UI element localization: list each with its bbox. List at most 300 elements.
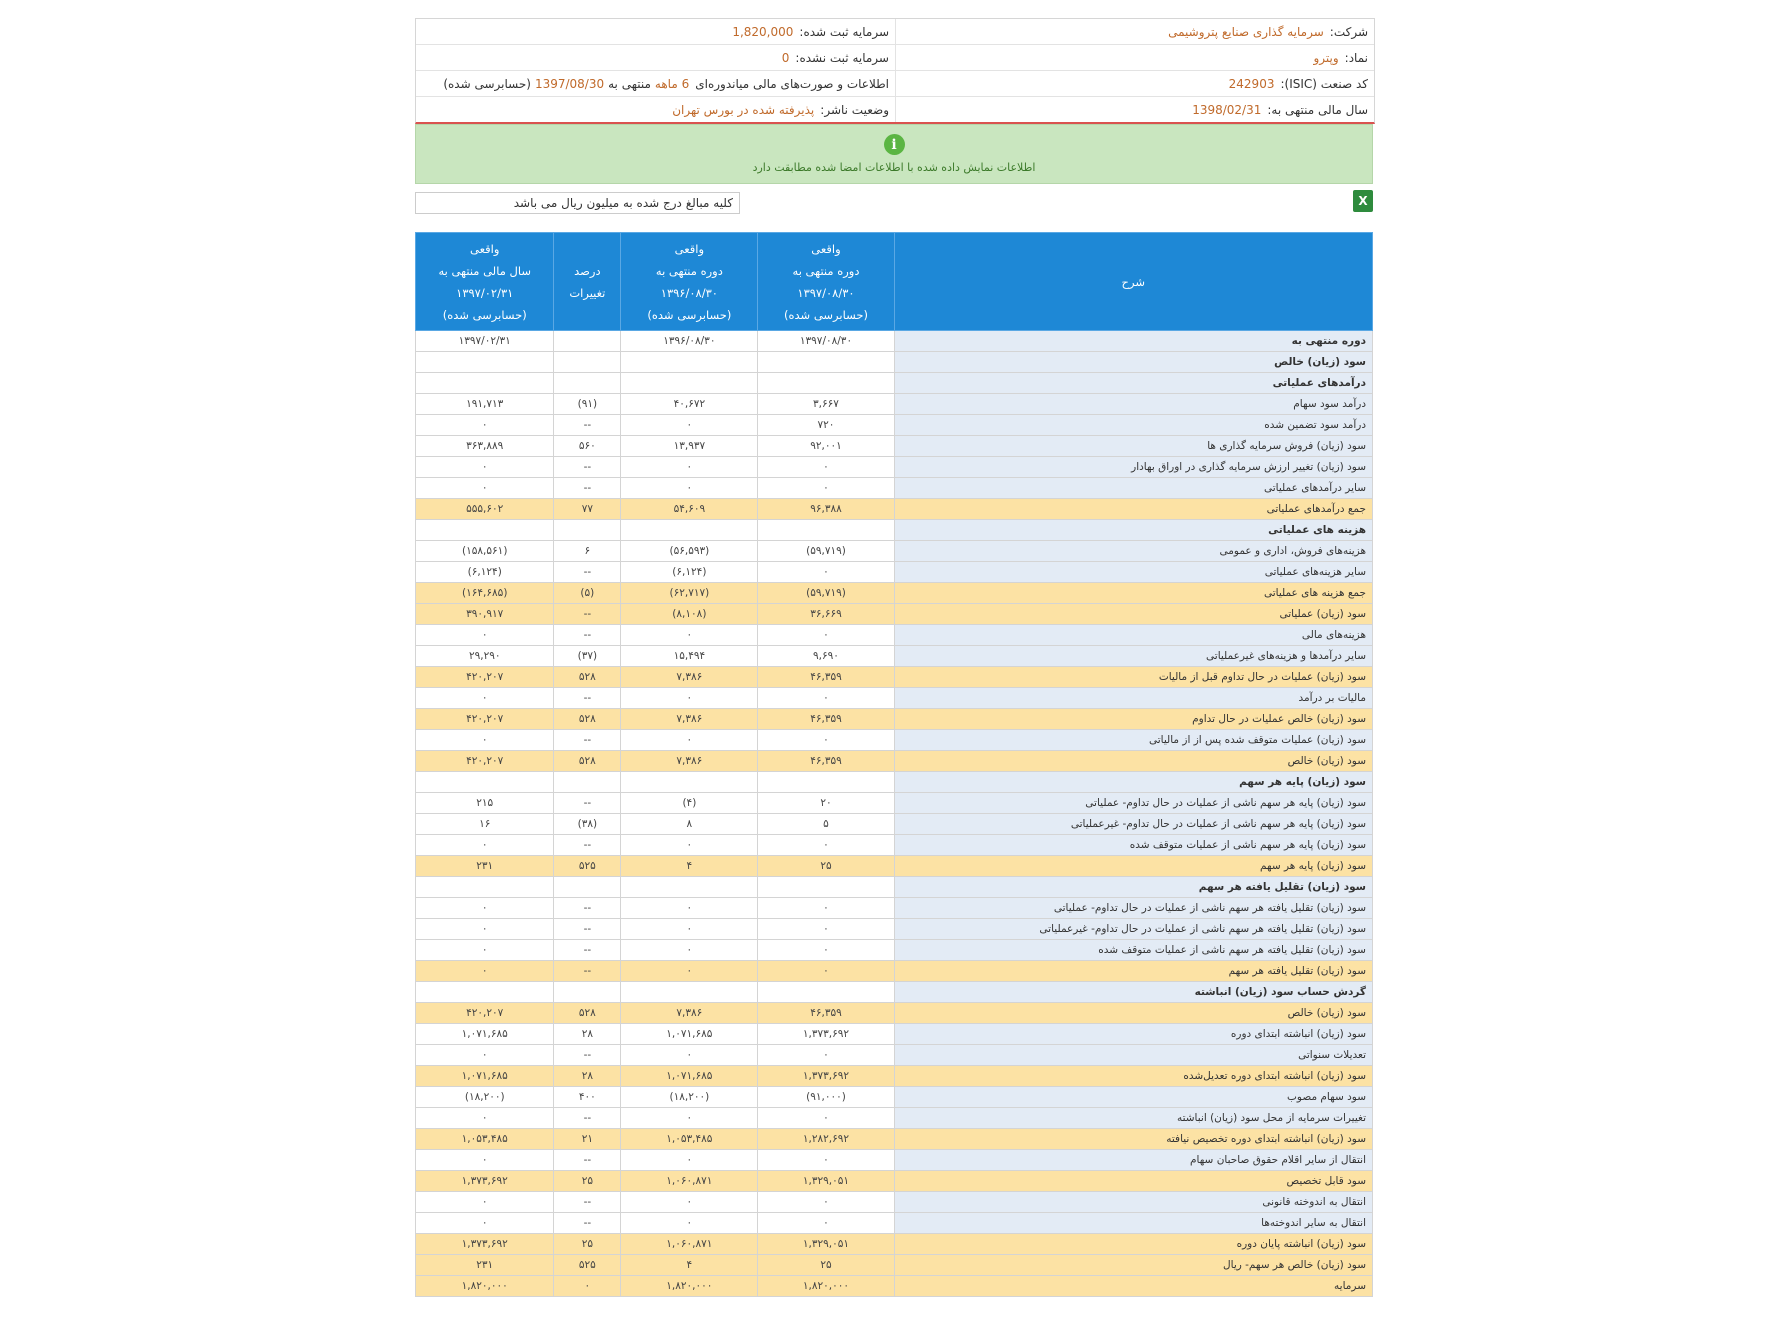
table-row xyxy=(416,961,1373,982)
row-value-col4 xyxy=(416,982,554,1003)
capital-registered-value: 1,820,000 xyxy=(732,24,794,39)
table-row xyxy=(416,1234,1373,1255)
row-description: سود قابل تخصیص xyxy=(894,1171,1373,1192)
row-value-col4 xyxy=(416,772,554,793)
row-description: جمع درآمدهای عملیاتی xyxy=(894,499,1373,520)
row-value-col1: ۰ xyxy=(758,1108,894,1129)
row-value-col4 xyxy=(416,352,554,373)
row-value-col1: ۹,۶۹۰ xyxy=(758,646,894,667)
table-row xyxy=(416,919,1373,940)
row-value-col4: ۰ xyxy=(416,835,554,856)
row-value-col1: (۹۱,۰۰۰) xyxy=(758,1087,894,1108)
row-description: تعدیلات سنواتی xyxy=(894,1045,1373,1066)
row-value-col2: ۰ xyxy=(621,898,758,919)
row-value-col4: ۰ xyxy=(416,940,554,961)
row-value-col4: ۳۶۳,۸۸۹ xyxy=(416,436,554,457)
table-row xyxy=(416,415,1373,436)
row-value-col2: ۰ xyxy=(621,478,758,499)
row-description: تغییرات سرمایه از محل سود (زیان) انباشته xyxy=(894,1108,1373,1129)
unit-note: کلیه مبالغ درج شده به میلیون ریال می باشد xyxy=(415,192,740,214)
row-description: سود (زیان) تقلیل یافته هر سهم ناشی از عملیات در حال تداوم- غیرعملیاتی xyxy=(894,919,1373,940)
row-percent-change xyxy=(554,520,621,541)
row-description: سود (زیان) انباشته ابتدای دوره تخصیص نیافته xyxy=(894,1129,1373,1150)
row-value-col1: ۰ xyxy=(758,457,894,478)
row-value-col2: ۱۳,۹۳۷ xyxy=(621,436,758,457)
row-value-col4: ۴۲۰,۲۰۷ xyxy=(416,667,554,688)
row-percent-change: ۲۸ xyxy=(554,1066,621,1087)
row-percent-change: ۵۲۵ xyxy=(554,856,621,877)
row-value-col1: ۰ xyxy=(758,940,894,961)
row-value-col4 xyxy=(416,520,554,541)
table-row xyxy=(416,730,1373,751)
row-description: سود (زیان) پایه هر سهم ناشی از عملیات در حال تداوم- عملیاتی xyxy=(894,793,1373,814)
row-description: انتقال به اندوخته قانونی xyxy=(894,1192,1373,1213)
row-value-col2: ۷,۳۸۶ xyxy=(621,751,758,772)
row-value-col2: (۴) xyxy=(621,793,758,814)
header-col2[interactable] xyxy=(621,233,758,331)
table-row xyxy=(416,499,1373,520)
row-value-col1: ۰ xyxy=(758,1045,894,1066)
row-description: سایر درآمدهای عملیاتی xyxy=(894,478,1373,499)
row-value-col1: (۵۹,۷۱۹) xyxy=(758,541,894,562)
table-row xyxy=(416,520,1373,541)
row-percent-change: -- xyxy=(554,1045,621,1066)
row-value-col4: ۰ xyxy=(416,898,554,919)
row-value-col4: ۰ xyxy=(416,1192,554,1213)
isic-cell xyxy=(895,71,1374,96)
table-row xyxy=(416,352,1373,373)
row-description: سود (زیان) تقلیل یافته هر سهم xyxy=(894,877,1373,898)
row-value-col2 xyxy=(621,772,758,793)
row-description: درآمد سود سهام xyxy=(894,394,1373,415)
row-value-col1: ۳,۶۶۷ xyxy=(758,394,894,415)
header-col4-line2: سال مالی منتهی به xyxy=(438,263,532,278)
row-value-col4: ۰ xyxy=(416,730,554,751)
row-value-col4: ۱,۰۵۳,۴۸۵ xyxy=(416,1129,554,1150)
row-value-col2: ۷,۳۸۶ xyxy=(621,1003,758,1024)
row-value-col4 xyxy=(416,373,554,394)
row-percent-change: ۲۵ xyxy=(554,1234,621,1255)
table-row xyxy=(416,1045,1373,1066)
row-value-col2: ۷,۳۸۶ xyxy=(621,667,758,688)
row-percent-change: -- xyxy=(554,898,621,919)
row-value-col2: ۸ xyxy=(621,814,758,835)
row-percent-change: -- xyxy=(554,1192,621,1213)
header-col4-line3: ۱۳۹۷/۰۲/۳۱ xyxy=(456,285,514,300)
header-col2-line1: واقعی xyxy=(674,241,705,256)
row-value-col4: ۰ xyxy=(416,919,554,940)
row-value-col4: ۴۲۰,۲۰۷ xyxy=(416,709,554,730)
row-percent-change: -- xyxy=(554,562,621,583)
row-description: سود (زیان) پایه هر سهم xyxy=(894,856,1373,877)
table-row xyxy=(416,457,1373,478)
row-value-col4: ۱,۰۷۱,۶۸۵ xyxy=(416,1066,554,1087)
table-row xyxy=(416,877,1373,898)
row-description: سود سهام مصوب xyxy=(894,1087,1373,1108)
row-description: سرمایه xyxy=(894,1276,1373,1297)
row-percent-change xyxy=(554,352,621,373)
row-value-col2 xyxy=(621,520,758,541)
row-value-col2: ۴۰,۶۷۲ xyxy=(621,394,758,415)
toolbar xyxy=(415,184,1373,232)
row-description: سود (زیان) تقلیل یافته هر سهم ناشی از عملیات متوقف شده xyxy=(894,940,1373,961)
row-description: سود (زیان) عملیاتی xyxy=(894,604,1373,625)
row-percent-change: ۴۰۰ xyxy=(554,1087,621,1108)
row-value-col4: (۶,۱۲۴) xyxy=(416,562,554,583)
statement-prefix: اطلاعات و صورت‌های مالی میاندوره‌ای xyxy=(695,76,889,91)
table-row xyxy=(416,793,1373,814)
header-percent-change[interactable] xyxy=(554,233,621,331)
row-value-col1 xyxy=(758,373,894,394)
row-description: هزینه های عملیاتی xyxy=(894,520,1373,541)
header-col2-line3: ۱۳۹۶/۰۸/۳۰ xyxy=(660,285,718,300)
row-description: دوره منتهی به xyxy=(894,331,1373,352)
table-row xyxy=(416,436,1373,457)
row-value-col1: ۴۶,۳۵۹ xyxy=(758,667,894,688)
header-col4[interactable] xyxy=(416,233,554,331)
row-value-col1: ۲۵ xyxy=(758,856,894,877)
row-value-col1 xyxy=(758,982,894,1003)
row-percent-change: ۰ xyxy=(554,1276,621,1297)
row-description: مالیات بر درآمد xyxy=(894,688,1373,709)
row-value-col2: ۵۴,۶۰۹ xyxy=(621,499,758,520)
row-value-col4: ۰ xyxy=(416,457,554,478)
row-percent-change: ۲۵ xyxy=(554,1171,621,1192)
table-body xyxy=(416,331,1373,1297)
row-value-col1: ۰ xyxy=(758,1192,894,1213)
row-value-col1: ۵ xyxy=(758,814,894,835)
row-percent-change xyxy=(554,373,621,394)
table-row xyxy=(416,688,1373,709)
row-value-col2: ۰ xyxy=(621,1150,758,1171)
row-value-col1: ۰ xyxy=(758,562,894,583)
symbol-label: نماد: xyxy=(1344,50,1368,65)
row-percent-change: -- xyxy=(554,730,621,751)
row-percent-change: ۵۲۵ xyxy=(554,1255,621,1276)
row-percent-change: ۵۲۸ xyxy=(554,667,621,688)
row-value-col2: (۶۲,۷۱۷) xyxy=(621,583,758,604)
table-row xyxy=(416,667,1373,688)
company-label: شرکت: xyxy=(1329,24,1368,39)
row-value-col2: ۴ xyxy=(621,856,758,877)
statement-date: 1397/08/30 xyxy=(534,76,605,91)
row-percent-change: -- xyxy=(554,940,621,961)
row-percent-change: -- xyxy=(554,604,621,625)
row-description: درآمد سود تضمین شده xyxy=(894,415,1373,436)
row-value-col2: ۱,۰۷۱,۶۸۵ xyxy=(621,1024,758,1045)
row-value-col4: ۲۹,۲۹۰ xyxy=(416,646,554,667)
header-col1-line2: دوره منتهی به xyxy=(792,263,860,278)
row-value-col2: ۱,۰۶۰,۸۷۱ xyxy=(621,1171,758,1192)
row-description: سود (زیان) عملیات متوقف شده پس از از مالیاتی xyxy=(894,730,1373,751)
row-value-col1: ۲۰ xyxy=(758,793,894,814)
row-value-col2: ۱,۰۵۳,۴۸۵ xyxy=(621,1129,758,1150)
row-value-col2: ۷,۳۸۶ xyxy=(621,709,758,730)
symbol-cell xyxy=(895,45,1374,70)
row-value-col1: ۴۶,۳۵۹ xyxy=(758,751,894,772)
row-value-col2: ۱۵,۴۹۴ xyxy=(621,646,758,667)
row-value-col1: ۳۶,۶۶۹ xyxy=(758,604,894,625)
notice-message: اطلاعات نمایش داده شده با اطلاعات امضا شده مطابقت دارد xyxy=(752,161,1036,174)
header-col2-line2: دوره منتهی به xyxy=(655,263,723,278)
row-description: انتقال از سایر اقلام حقوق صاحبان سهام xyxy=(894,1150,1373,1171)
isic-value: 242903 xyxy=(1228,76,1275,91)
row-value-col1: ۰ xyxy=(758,730,894,751)
row-value-col2: ۰ xyxy=(621,625,758,646)
row-value-col2: ۱,۸۲۰,۰۰۰ xyxy=(621,1276,758,1297)
row-value-col2: ۰ xyxy=(621,940,758,961)
row-value-col4: (۱۵۸,۵۶۱) xyxy=(416,541,554,562)
statement-period: 6 ماهه xyxy=(654,76,690,91)
row-value-col2: ۰ xyxy=(621,919,758,940)
header-col1[interactable] xyxy=(758,233,894,331)
table-row xyxy=(416,1276,1373,1297)
row-value-col2: ۰ xyxy=(621,961,758,982)
row-value-col1: ۰ xyxy=(758,898,894,919)
row-value-col1: ۱۳۹۷/۰۸/۳۰ xyxy=(758,331,894,352)
table-header-row xyxy=(416,233,1373,331)
row-value-col4: ۰ xyxy=(416,415,554,436)
row-value-col4: ۱,۳۷۳,۶۹۲ xyxy=(416,1171,554,1192)
row-value-col4: ۲۳۱ xyxy=(416,1255,554,1276)
row-description: سود (زیان) تقلیل یافته هر سهم xyxy=(894,961,1373,982)
row-percent-change xyxy=(554,331,621,352)
symbol-value[interactable]: وپترو xyxy=(1313,50,1339,65)
row-value-col1 xyxy=(758,877,894,898)
row-percent-change: ۲۸ xyxy=(554,1024,621,1045)
row-value-col2 xyxy=(621,877,758,898)
row-value-col4: ۱۹۱,۷۱۳ xyxy=(416,394,554,415)
row-value-col1: ۴۶,۳۵۹ xyxy=(758,1003,894,1024)
row-description: سود (زیان) پایه هر سهم xyxy=(894,772,1373,793)
row-percent-change: ۲۱ xyxy=(554,1129,621,1150)
table-row xyxy=(416,478,1373,499)
fiscal-year-cell xyxy=(895,97,1374,122)
table-row xyxy=(416,1003,1373,1024)
row-value-col2 xyxy=(621,352,758,373)
table-row xyxy=(416,562,1373,583)
row-percent-change: (۳۷) xyxy=(554,646,621,667)
table-row xyxy=(416,751,1373,772)
table-row xyxy=(416,1087,1373,1108)
row-value-col2 xyxy=(621,982,758,1003)
table-row xyxy=(416,1255,1373,1276)
capital-unregistered-label: سرمایه ثبت نشده: xyxy=(795,50,889,65)
row-percent-change: -- xyxy=(554,835,621,856)
row-description: سود (زیان) انباشته ابتدای دوره xyxy=(894,1024,1373,1045)
row-description: سود (زیان) انباشته ابتدای دوره تعدیل‌شده xyxy=(894,1066,1373,1087)
row-value-col1: ۰ xyxy=(758,688,894,709)
company-info-panel xyxy=(415,18,1375,124)
row-value-col1: ۱,۳۷۳,۶۹۲ xyxy=(758,1066,894,1087)
row-description: گردش حساب سود (زیان) انباشته xyxy=(894,982,1373,1003)
capital-registered-cell xyxy=(416,19,895,44)
row-percent-change: -- xyxy=(554,1108,621,1129)
verification-notice xyxy=(415,124,1373,184)
row-value-col4: ۱۳۹۷/۰۲/۳۱ xyxy=(416,331,554,352)
table-row xyxy=(416,604,1373,625)
income-statement-table xyxy=(415,232,1373,1297)
row-description: درآمدهای عملیاتی xyxy=(894,373,1373,394)
row-percent-change: -- xyxy=(554,688,621,709)
table-row xyxy=(416,856,1373,877)
row-value-col2: ۰ xyxy=(621,688,758,709)
row-percent-change: ۷۷ xyxy=(554,499,621,520)
row-description: سود (زیان) عملیات در حال تداوم قبل از مالیات xyxy=(894,667,1373,688)
row-value-col2: ۱۳۹۶/۰۸/۳۰ xyxy=(621,331,758,352)
row-value-col1 xyxy=(758,352,894,373)
table-row xyxy=(416,1066,1373,1087)
page-container xyxy=(415,18,1373,1297)
row-value-col1: ۰ xyxy=(758,1150,894,1171)
row-description: سود (زیان) خالص xyxy=(894,1003,1373,1024)
row-value-col4: ۴۲۰,۲۰۷ xyxy=(416,751,554,772)
table-row xyxy=(416,982,1373,1003)
info-icon: i xyxy=(884,134,905,155)
row-percent-change: -- xyxy=(554,457,621,478)
row-value-col2: ۴ xyxy=(621,1255,758,1276)
row-description: سود (زیان) پایه هر سهم ناشی از عملیات در حال تداوم- غیرعملیاتی xyxy=(894,814,1373,835)
row-percent-change: -- xyxy=(554,793,621,814)
row-value-col4: ۱,۰۷۱,۶۸۵ xyxy=(416,1024,554,1045)
row-percent-change: -- xyxy=(554,1213,621,1234)
row-value-col4: ۰ xyxy=(416,478,554,499)
capital-registered-label: سرمایه ثبت شده: xyxy=(799,24,889,39)
row-value-col4: ۱,۳۷۳,۶۹۲ xyxy=(416,1234,554,1255)
table-row xyxy=(416,541,1373,562)
isic-label: کد صنعت (ISIC): xyxy=(1280,76,1368,91)
row-description: سایر هزینه‌های عملیاتی xyxy=(894,562,1373,583)
row-value-col4: ۵۵۵,۶۰۲ xyxy=(416,499,554,520)
header-col2-line4: (حسابرسی شده) xyxy=(647,307,732,322)
fiscal-year-label: سال مالی منتهی به: xyxy=(1267,102,1368,117)
row-value-col1: ۰ xyxy=(758,961,894,982)
row-percent-change: (۳۸) xyxy=(554,814,621,835)
table-row xyxy=(416,1150,1373,1171)
row-value-col4: ۰ xyxy=(416,1108,554,1129)
row-value-col1 xyxy=(758,520,894,541)
row-value-col1: ۹۲,۰۰۱ xyxy=(758,436,894,457)
row-value-col1: ۱,۸۲۰,۰۰۰ xyxy=(758,1276,894,1297)
row-value-col1: ۱,۳۲۹,۰۵۱ xyxy=(758,1171,894,1192)
table-row xyxy=(416,394,1373,415)
header-col1-line3: ۱۳۹۷/۰۸/۳۰ xyxy=(797,285,855,300)
table-row xyxy=(416,709,1373,730)
row-value-col2: ۰ xyxy=(621,1108,758,1129)
row-percent-change: ۵۲۸ xyxy=(554,709,621,730)
header-col1-line4: (حسابرسی شده) xyxy=(784,307,868,322)
header-description: شرح xyxy=(894,233,1373,331)
table-row xyxy=(416,1213,1373,1234)
row-value-col1: (۵۹,۷۱۹) xyxy=(758,583,894,604)
row-percent-change xyxy=(554,877,621,898)
row-value-col2 xyxy=(621,373,758,394)
row-value-col4: ۳۹۰,۹۱۷ xyxy=(416,604,554,625)
table-row xyxy=(416,940,1373,961)
row-value-col2: ۰ xyxy=(621,1045,758,1066)
table-row xyxy=(416,583,1373,604)
row-value-col1: ۰ xyxy=(758,625,894,646)
excel-icon[interactable]: X xyxy=(1353,190,1373,212)
row-percent-change: (۵) xyxy=(554,583,621,604)
row-percent-change: -- xyxy=(554,961,621,982)
row-percent-change: ۵۶۰ xyxy=(554,436,621,457)
row-value-col1: ۲۵ xyxy=(758,1255,894,1276)
row-value-col1: ۰ xyxy=(758,478,894,499)
row-value-col4: ۰ xyxy=(416,1150,554,1171)
row-value-col1: ۰ xyxy=(758,1213,894,1234)
row-value-col1 xyxy=(758,772,894,793)
row-description: سود (زیان) تغییر ارزش سرمایه گذاری در اوراق بهادار xyxy=(894,457,1373,478)
row-value-col2: ۰ xyxy=(621,415,758,436)
capital-unregistered-cell xyxy=(416,45,895,70)
row-value-col4 xyxy=(416,877,554,898)
row-description: هزینه‌های مالی xyxy=(894,625,1373,646)
table-row xyxy=(416,625,1373,646)
row-value-col1: ۷۲۰ xyxy=(758,415,894,436)
row-value-col4: ۰ xyxy=(416,688,554,709)
status-label: وضعیت ناشر: xyxy=(820,102,889,117)
row-value-col2: (۶,۱۲۴) xyxy=(621,562,758,583)
row-value-col4: (۱۶۴,۶۸۵) xyxy=(416,583,554,604)
row-percent-change xyxy=(554,772,621,793)
row-value-col1: ۱,۳۷۳,۶۹۲ xyxy=(758,1024,894,1045)
row-description: سود (زیان) خالص عملیات در حال تداوم xyxy=(894,709,1373,730)
row-description: هزینه‌های فروش، اداری و عمومی xyxy=(894,541,1373,562)
row-description: انتقال به سایر اندوخته‌ها xyxy=(894,1213,1373,1234)
row-value-col1: ۰ xyxy=(758,835,894,856)
header-pct-line1: درصد xyxy=(574,263,601,278)
table-row xyxy=(416,1192,1373,1213)
row-percent-change: -- xyxy=(554,625,621,646)
row-description: سایر درآمدها و هزینه‌های غیرعملیاتی xyxy=(894,646,1373,667)
row-percent-change: -- xyxy=(554,415,621,436)
row-value-col1: ۴۶,۳۵۹ xyxy=(758,709,894,730)
header-col4-line1: واقعی xyxy=(470,241,500,256)
row-value-col4: (۱۸,۲۰۰) xyxy=(416,1087,554,1108)
row-value-col1: ۹۶,۳۸۸ xyxy=(758,499,894,520)
row-value-col4: ۰ xyxy=(416,1045,554,1066)
row-description: سود (زیان) فروش سرمایه گذاری ها xyxy=(894,436,1373,457)
row-percent-change: -- xyxy=(554,1150,621,1171)
row-value-col4: ۱,۸۲۰,۰۰۰ xyxy=(416,1276,554,1297)
row-value-col2: ۰ xyxy=(621,835,758,856)
row-percent-change: ۵۲۸ xyxy=(554,1003,621,1024)
row-value-col2: ۰ xyxy=(621,1192,758,1213)
table-row xyxy=(416,898,1373,919)
table-row xyxy=(416,1129,1373,1150)
header-col4-line4: (حسابرسی شده) xyxy=(442,307,527,322)
table-row xyxy=(416,835,1373,856)
status-cell xyxy=(416,97,895,122)
table-row xyxy=(416,331,1373,352)
row-description: سود (زیان) پایه هر سهم ناشی از عملیات متوقف شده xyxy=(894,835,1373,856)
company-name[interactable]: سرمایه گذاری صنایع پتروشیمی xyxy=(1168,24,1324,39)
table-row xyxy=(416,1108,1373,1129)
row-description: سود (زیان) انباشته پایان دوره xyxy=(894,1234,1373,1255)
row-percent-change: ۶ xyxy=(554,541,621,562)
row-value-col4: ۴۲۰,۲۰۷ xyxy=(416,1003,554,1024)
row-description: سود (زیان) خالص هر سهم- ریال xyxy=(894,1255,1373,1276)
row-value-col2: ۰ xyxy=(621,457,758,478)
statement-suffix: (حسابرسی شده) xyxy=(443,76,531,91)
row-description: سود (زیان) خالص xyxy=(894,751,1373,772)
fiscal-year-value: 1398/02/31 xyxy=(1192,102,1262,117)
row-value-col1: ۱,۲۸۲,۶۹۲ xyxy=(758,1129,894,1150)
row-value-col1: ۱,۳۲۹,۰۵۱ xyxy=(758,1234,894,1255)
row-value-col4: ۲۱۵ xyxy=(416,793,554,814)
table-row xyxy=(416,1171,1373,1192)
